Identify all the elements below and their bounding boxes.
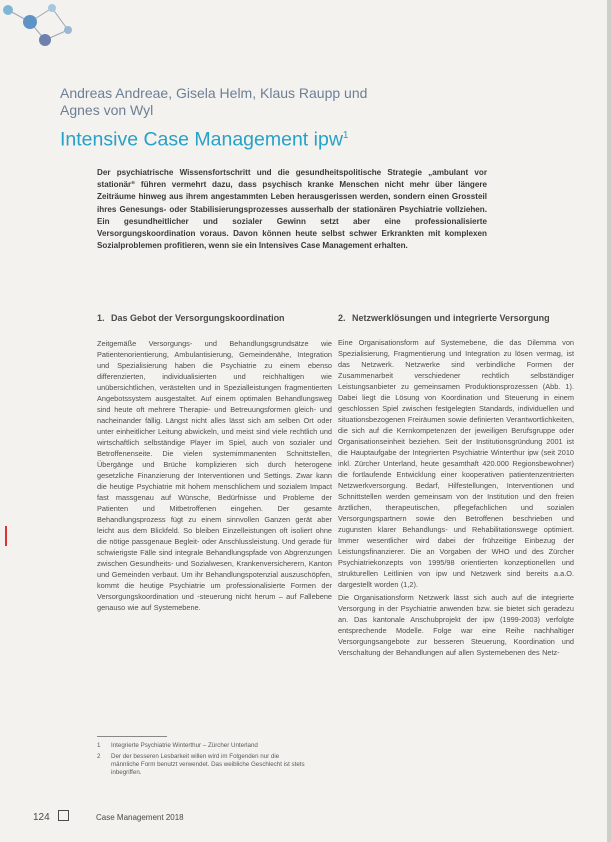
section-2-paragraph-2: Die Organisationsform Netzwerk lässt sich auch auf die integrierte Versorgung in der Psychiatrie anwenden bzw. sie bietet sich geradezu an. Das kantonale Anschubprojekt der ipw (1999-2003) verfolgte entsprechende Modelle. Folge war eine Reihe nachhaltiger Versorgungsangebote zur besseren Steuerung, Koordination und Verschaltung der Behandlungen auf allen Systemebenen des Netz- bbox=[338, 593, 574, 657]
footnote-1 bbox=[97, 742, 307, 750]
journal-name: Case Management 2018 bbox=[96, 813, 184, 822]
title-footnote-marker: 1 bbox=[342, 130, 349, 141]
article-title-text: Intensive Case Management ipw bbox=[60, 128, 343, 151]
section-2-title: Netzwerklösungen und integrierte Versorgung bbox=[352, 313, 550, 323]
article-abstract: Der psychiatrische Wissensfortschritt und die gesundheitspolitische Strategie „ambulant vor stationär“ führen vermehrt dazu, dass psychisch kranke Menschen nicht mehr über längere Zeiträume hinweg aus ihrem angestammten Leben herausgerissen werden, sondern einen Grossteil ihres Genesungs- oder Stabilisierungsprozesses ausserhalb der stationären Psychiatrie vollziehen. Ein gesundheitlicher und sozialer Gewinn setzt aber eine professionalisierte Versorgungskoordination voraus. Davon können heute selbst schwer Erkrankten mit komplexen Sozialproblemen profitieren, wenn sie ein Intensives Case Management erhalten. bbox=[97, 168, 487, 251]
section-2-number: 2. bbox=[338, 313, 346, 323]
footnotes bbox=[97, 742, 307, 780]
page-footer bbox=[33, 810, 573, 824]
section-2-heading bbox=[338, 312, 574, 324]
article-title bbox=[60, 125, 540, 151]
section-2-paragraph-1: Eine Organisationsform auf Systemebene, die das Dilemma von Spezialisierung, Fragmentierung und Integration zu lösen vermag, ist das Netzwerk. Netzwerke sind verbindliche Formen der Zusammenarbeit verschiedener rechtlich selbständiger Leistungsanbieter zu gemeinsamen Produktionsprozessen (Abb. 1). Dabei liegt die Lösung von Koordination und Steuerung in einem geschlossen Spiel zwischen festgelegten Standards, individuellen und situationsbezogenen Freiräumen sowie definierten Verantwortlichkeiten, die sich auf die Kernkompetenzen der jeweiligen Berufsgruppe oder Organisationseinheit beziehen. Seit der Institutionsgründung 2001 ist die Hauptaufgabe der Integrierten Psychiatrie Winterthur ipw (seit 2010 inkl. Zürcher Unterland, heute gesamthaft 420.000 Regionsbewohner) die fortlaufende Entwicklung einer kooperativen patientenzentrierten Netzwerkversorgung. Bedarf, Hilfestellungen, Interventionen und Schnittstellen werden gemeinsam von der Institution und den freien ärztlichen, therapeutischen, pflegefachlichen und sozialen Versorgungspartnern sowie den Betroffenen beschrieben und zugunsten klarer Behandlungs- und Rehabilitationswege optimiert. Immer wesentlicher wird dabei der frühzeitige Einbezug der Leistungsfinanzierer. Die an Vorgaben der WHO und des Zürcher Psychiatriekonzepts von 1995/98 orientierten konzeptionellen und strukturellen Leitlinien von ipw und Netzwerk sind bereits a.a.O. dargestellt worden (1,2). bbox=[338, 338, 574, 589]
right-column bbox=[338, 312, 574, 658]
molecule-network-graphic bbox=[0, 0, 75, 55]
journal-logo-icon bbox=[58, 810, 69, 821]
footnote-divider bbox=[97, 736, 167, 737]
footnote-1-text: Integrierte Psychiatrie Winterthur – Zürcher Unterland bbox=[111, 742, 258, 749]
section-1-heading bbox=[97, 312, 332, 324]
author-list bbox=[60, 85, 520, 119]
footnote-1-number: 1 bbox=[97, 742, 101, 749]
scan-edge-shadow bbox=[607, 0, 611, 842]
footnote-2-text: Der der besseren Lesbarkeit willen wird im Folgenden nur die männliche Form benutzt verwendet. Das weibliche Geschlecht ist stets inbegriffen. bbox=[111, 753, 305, 776]
left-column bbox=[97, 312, 332, 613]
margin-marker bbox=[5, 526, 7, 546]
authors-line-2: Agnes von Wyl bbox=[60, 102, 154, 118]
section-1-paragraph: Zeitgemäße Versorgungs- und Behandlungsgrundsätze wie Patientenorientierung, Ambulantisierung, Gemeindenähe, Integration und Spezialisierung haben die Psychiatrie zu einem ebenso differenzierten, individualisierten und reichhaltigen wie unübersichtlichen, verästelten und in Spezialleistungen fragmentierten Angebotssystem ausgestaltet. Auf einem optimalen Behandlungsweg sind heute oft mehrere Therapie- und Betreuungsformen gleich- und nacheinander fällig. Längst nicht alles lässt sich am selben Ort oder unter einheitlicher Leitung abwickeln, und meist sind viele rechtlich und wirtschaftlich selbständige Player im Spiel, auch von sozialer und Betroffenenseite. Die vielen systemimmanenten Schnittstellen, Übergänge und Brüche komplizieren sich durch heterogene gesetzliche Finanzierung der Interventionen und Settings. Zwar kann die heutige Psychiatrie mit hohem menschlichem und sozialem Impact fast massgenau auf Wünsche, Bedürfnisse und Probleme der Patienten und Mitbetroffenen eingehen. Der gesamte Behandlungsprozess fügt zu einem sinnvollen Ganzen gerät aber leicht aus dem Blickfeld. So bleiben Einzelleistungen oft isoliert ohne die nötige passgenaue Begleit- oder Anschlussleistung. Und gerade für schwierigste Fälle sind integrale Behandlungspfade von Abgrenzungen zwischen Gesundheits- und Sozialwesen, Krankenversicherern, Kanton und Gemeinden verbaut. Um ihr Behandlungspotenzial auszuschöpfen, kommt die heutige Psychiatrie um professionalisierte Formen der Versorgungskoordination und -steuerung nicht herum – auf Fallebene genauso wie auf Systemebene. bbox=[97, 339, 332, 612]
section-1-number: 1. bbox=[97, 313, 105, 323]
footnote-2 bbox=[97, 753, 307, 777]
section-1-title: Das Gebot der Versorgungskoordination bbox=[111, 313, 285, 323]
page-number: 124 bbox=[33, 812, 50, 823]
authors-line-1: Andreas Andreae, Gisela Helm, Klaus Raupp und bbox=[60, 85, 368, 101]
footnote-2-number: 2 bbox=[97, 753, 101, 760]
